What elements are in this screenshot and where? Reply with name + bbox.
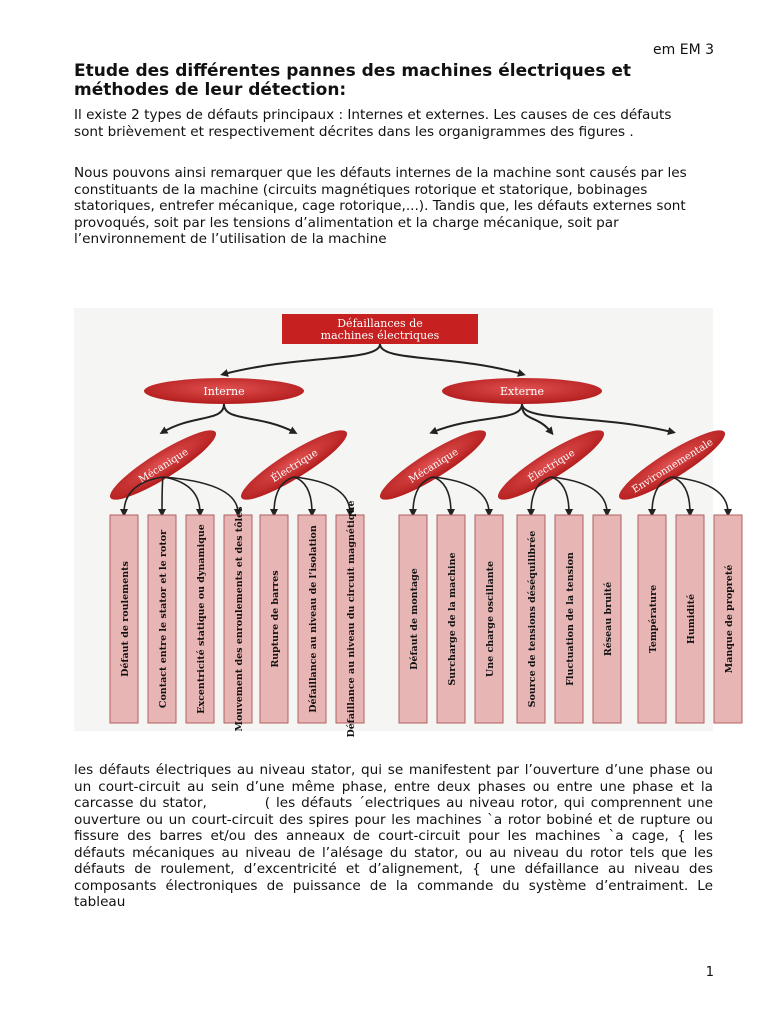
root-to-externe-arrow	[380, 344, 522, 374]
second-line-4: provoqués, soit par les tensions d’alimentation et la charge mécanique, soit par	[74, 214, 619, 231]
failure-tree-diagram	[74, 308, 735, 738]
root-node-label-line-1: Défaillances de	[337, 317, 423, 330]
group-to-leaf-arrow	[163, 477, 200, 513]
leaf-label: Une charge oscillante	[485, 560, 496, 678]
leaf-label: Excentricité statique ou dynamique	[196, 524, 207, 714]
leaf-label: Fluctuation de la tension	[565, 552, 576, 686]
group-to-leaf-arrow	[294, 477, 312, 513]
second-line-2: constituants de la machine (circuits magnétiques rotorique et statorique, bobinages	[74, 181, 648, 198]
third-paragraph	[74, 762, 713, 911]
leaf-label: Mouvement des enroulements et des tôles	[234, 506, 245, 732]
leaf-label: Réseau bruité	[603, 581, 614, 657]
leaf-label: Défaut de montage	[409, 568, 420, 670]
intro-paragraph	[74, 107, 713, 140]
intro-line-2: sont brièvement et respectivement décrites dans les organigrammes des figures .	[74, 123, 634, 140]
branch-to-group-arrow	[163, 404, 224, 432]
leaf-label: Surcharge de la machine	[447, 552, 458, 686]
page-title: Etude des différentes pannes des machines électriques et méthodes de leur détection:	[74, 61, 632, 100]
leaf-label: Rupture de barres	[270, 570, 281, 668]
group-label-électrique: Électrique	[526, 447, 578, 485]
leaf-label: Défaut de roulements	[120, 561, 131, 677]
group-to-leaf-arrow	[433, 477, 451, 513]
intro-line-1: Il existe 2 types de défauts principaux : Internes et externes. Les causes de ces défauts	[74, 107, 672, 123]
third-rest-text: ( les défauts ´electriques au niveau rotor, qui comprennent une ouverture ou un court-circuit des spires pour les machines `a rotor bobiné et de rupture ou fissure des barres et/ou des anneaux de court-circuit pour les machines `a cage, { les défauts mécaniques au niveau de l’alésage du stator, ou au niveau du rotor tels que les défauts de roulement, d’excentricité et d’alignement, { une défaillance au niveau des composants électroniques de puissance de la commande du système d’entraiment. Le tableau	[74, 795, 713, 910]
leaf-label: Source de tensions déséquilibrée	[527, 530, 538, 708]
leaf-label: Humidité	[686, 593, 697, 645]
group-label-environnementale: Environnementale	[630, 436, 716, 496]
second-line-3: statoriques, entrefer mécanique, cage rotorique,...). Tandis que, les défauts externes sont	[74, 198, 686, 214]
group-label-mécanique: Mécanique	[137, 446, 191, 486]
branch-to-group-arrow	[224, 404, 294, 432]
branch-to-group-arrow	[433, 404, 522, 432]
leaf-label: Contact entre le stator et le rotor	[158, 529, 169, 709]
second-paragraph	[74, 165, 713, 248]
branch-to-group-arrow	[522, 404, 672, 432]
root-node-label-line-2: machines électriques	[320, 329, 440, 342]
group-label-électrique: Électrique	[269, 447, 321, 485]
group-to-leaf-arrow	[672, 477, 690, 513]
diagram-branches	[104, 344, 742, 738]
leaf-label: Défaillance au niveau de l’isolation	[308, 525, 319, 713]
failure-tree-figure	[74, 308, 735, 738]
group-to-leaf-arrow	[162, 477, 163, 513]
group-to-leaf-arrow	[551, 477, 569, 513]
group-to-leaf-arrow	[163, 477, 238, 513]
page-number: 1	[705, 965, 714, 980]
leaf-label: Température	[648, 584, 659, 654]
second-line-1: Nous pouvons ainsi remarquer que les défauts internes de la machine sont causés par les	[74, 165, 687, 181]
root-to-interne-arrow	[224, 344, 380, 374]
leaf-label: Défaillance au niveau du circuit magnétique	[346, 500, 357, 738]
branch-to-group-arrow	[522, 404, 551, 432]
branch-label-interne: Interne	[203, 385, 245, 398]
branch-label-externe: Externe	[499, 385, 545, 398]
third-lead-text: les défauts électriques au niveau stator, qui se manifestent par l’ouverture d’une phase ou un court-circuit au sein d’une même phase, entre deux phases ou entre une phase et la carcasse du stator,	[74, 762, 713, 811]
group-label-mécanique: Mécanique	[407, 446, 461, 486]
leaf-label: Manque de propreté	[724, 564, 735, 674]
second-line-5: l’environnement de l’utilisation de la machine	[74, 231, 387, 247]
header-tag: em EM 3	[653, 42, 714, 58]
